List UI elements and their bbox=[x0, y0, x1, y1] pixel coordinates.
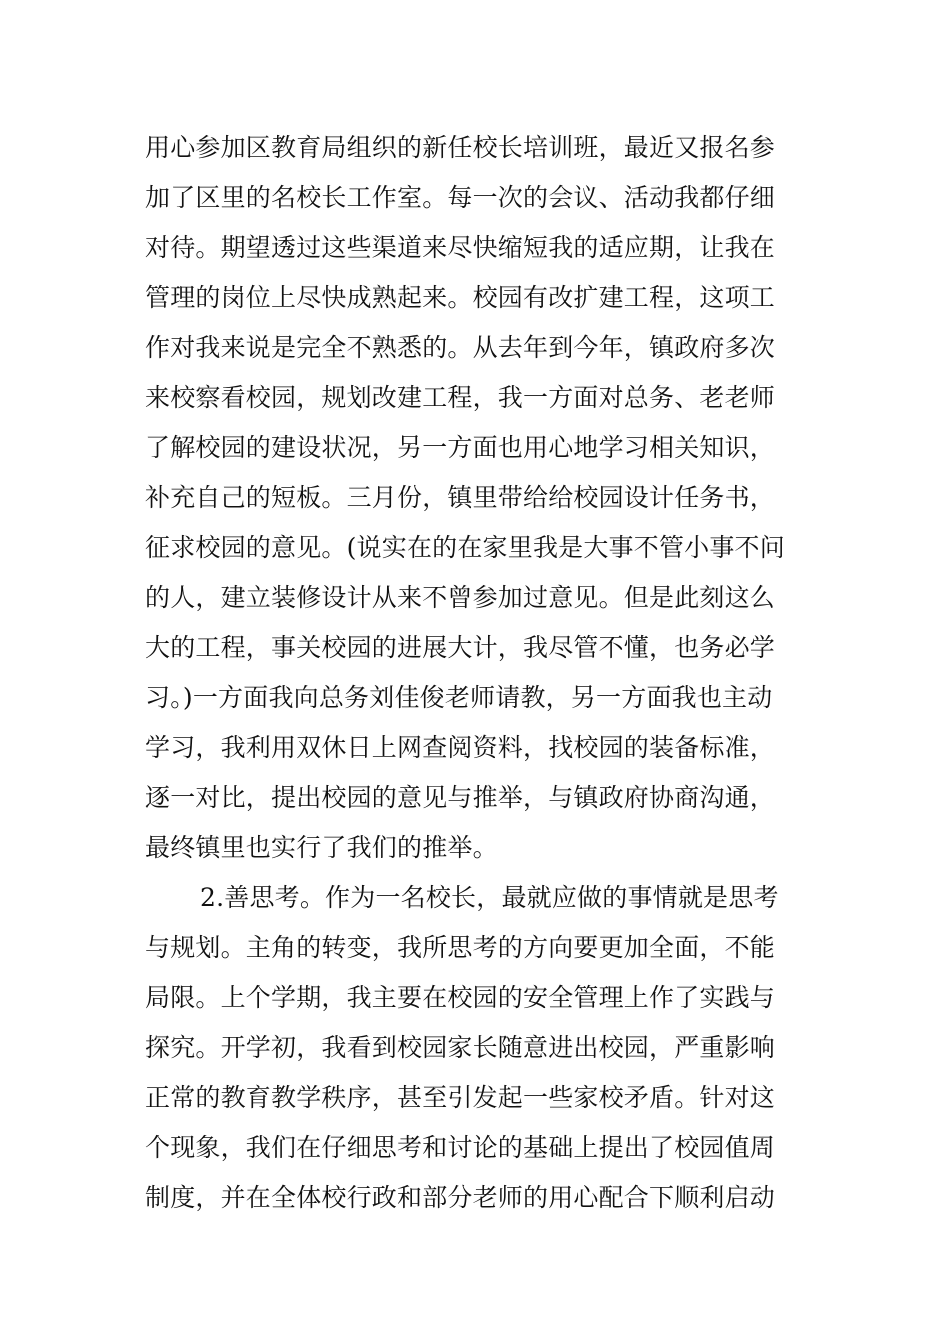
text-line: 逐一对比，提出校园的意见与推举，与镇政府协商沟通， bbox=[145, 783, 776, 812]
text-line: 学习，我利用双休日上网查阅资料，找校园的装备标准， bbox=[145, 733, 776, 762]
text-line: 作对我来说是完全不熟悉的。从去年到今年，镇政府多次 bbox=[145, 333, 776, 362]
text-line: 习。)一方面我向总务刘佳俊老师请教，另一方面我也主动 bbox=[145, 683, 773, 712]
text-line: 来校察看校园，规划改建工程，我一方面对总务、老老师 bbox=[145, 383, 776, 412]
text-line: 与规划。主角的转变，我所思考的方向要更加全面，不能 bbox=[145, 933, 776, 962]
text-line: 制度，并在全体校行政和部分老师的用心配合下顺利启动 bbox=[145, 1183, 776, 1212]
text-line: 的人，建立装修设计从来不曾参加过意见。但是此刻这么 bbox=[145, 583, 776, 612]
text-line: 最终镇里也实行了我们的推举。 bbox=[145, 833, 498, 862]
text-line: 加了区里的名校长工作室。每一次的会议、活动我都仔细 bbox=[145, 183, 776, 212]
body-text bbox=[145, 123, 815, 1223]
text-line: 局限。上个学期，我主要在校园的安全管理上作了实践与 bbox=[145, 983, 776, 1012]
text-line: 补充自己的短板。三月份，镇里带给给校园设计任务书， bbox=[145, 483, 776, 512]
text-line: 征求校园的意见。(说实在的在家里我是大事不管小事不问 bbox=[145, 533, 785, 562]
text-line: 管理的岗位上尽快成熟起来。校园有改扩建工程，这项工 bbox=[145, 283, 776, 312]
text-line: 了解校园的建设状况，另一方面也用心地学习相关知识， bbox=[145, 433, 776, 462]
text-line: 用心参加区教育局组织的新任校长培训班，最近又报名参 bbox=[145, 133, 776, 162]
text-line: 探究。开学初，我看到校园家长随意进出校园，严重影响 bbox=[145, 1033, 776, 1062]
text-line: 正常的教育教学秩序，甚至引发起一些家校矛盾。针对这 bbox=[145, 1083, 776, 1112]
text-line: 大的工程，事关校园的进展大计，我尽管不懂，也务必学 bbox=[145, 633, 776, 662]
text-line: 个现象，我们在仔细思考和讨论的基础上提出了校园值周 bbox=[145, 1133, 776, 1162]
text-line: 对待。期望透过这些渠道来尽快缩短我的适应期，让我在 bbox=[145, 233, 776, 262]
paragraph-start-line: 2.善思考。作为一名校长，最就应做的事情就是思考 bbox=[200, 883, 779, 912]
